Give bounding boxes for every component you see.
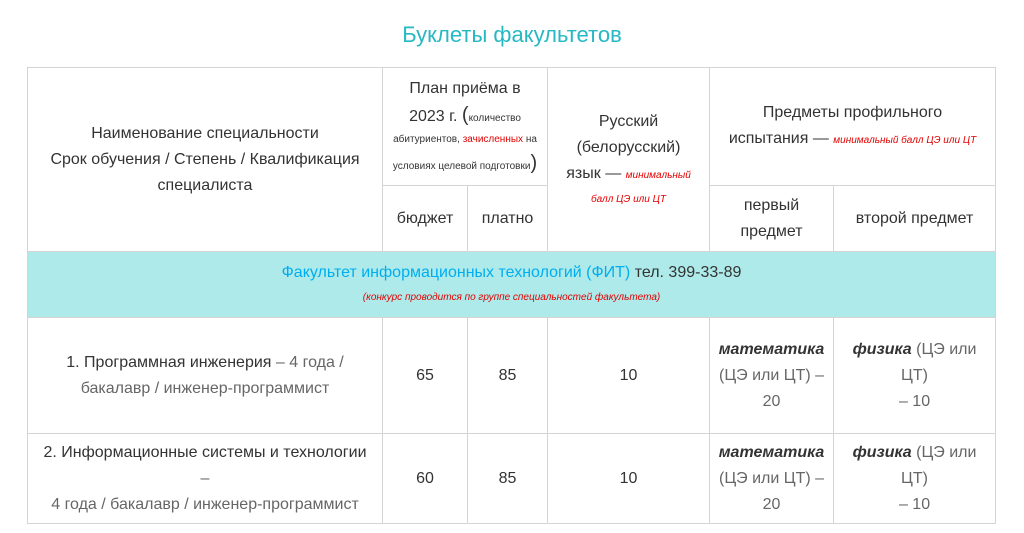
paid-cell: 85 bbox=[468, 318, 548, 434]
second-subject-detail-2: – 10 bbox=[898, 392, 931, 410]
plan-note-1: количество bbox=[468, 112, 521, 124]
russian-header-lang-line bbox=[554, 161, 703, 189]
specialty-name: 2. Информационные системы и технологии bbox=[43, 443, 367, 461]
budget-cell: 60 bbox=[383, 434, 468, 524]
second-subject-name: физика bbox=[852, 443, 912, 461]
plan-note-3: на bbox=[525, 133, 537, 145]
plan-note-line-2 bbox=[389, 130, 541, 150]
plan-year: 2023 г. bbox=[409, 107, 458, 125]
first-subject-cell bbox=[710, 434, 834, 524]
specialty-header-line3: специалиста bbox=[157, 176, 253, 194]
russian-header-title: Русский bbox=[598, 112, 659, 130]
specialty-line-1 bbox=[34, 440, 376, 466]
plan-note-red: зачисленных bbox=[462, 133, 524, 145]
first-subject-detail-1: (ЦЭ или ЦТ) – bbox=[718, 366, 825, 384]
plan-note-2: абитуриентов, bbox=[393, 133, 460, 145]
plan-header bbox=[383, 68, 548, 186]
plan-note-line-3 bbox=[389, 150, 541, 178]
russian-header-lang: язык — bbox=[566, 164, 622, 182]
plan-header-title: План приёма в bbox=[409, 79, 521, 97]
specialty-header bbox=[28, 68, 383, 252]
paid-header: платно bbox=[468, 186, 548, 252]
specialty-cell bbox=[28, 318, 383, 434]
russian-note-2: балл ЦЭ или ЦТ bbox=[590, 193, 667, 205]
first-subject-name: математика bbox=[718, 340, 825, 358]
russian-header-sub: (белорусский) bbox=[576, 138, 681, 156]
specialty-cell bbox=[28, 434, 383, 524]
specialty-line-2: бакалавр / инженер-программист bbox=[80, 379, 330, 397]
subjects-header-line2 bbox=[716, 126, 989, 154]
specialty-header-line1: Наименование специальности bbox=[91, 124, 319, 142]
subjects-header-title: Предметы профильного bbox=[762, 103, 943, 121]
page-title: Буклеты факультетов bbox=[402, 22, 622, 47]
subjects-header-title2: испытания — bbox=[728, 129, 829, 147]
specialty-line-1 bbox=[34, 350, 376, 376]
faculty-cell bbox=[28, 252, 996, 318]
plan-note-4: условиях целевой подготовки bbox=[392, 160, 531, 172]
first-subject-name: математика bbox=[718, 443, 825, 461]
second-subject-detail-2: – 10 bbox=[898, 495, 931, 513]
first-subject-detail-2: 20 bbox=[762, 392, 781, 410]
russian-cell: 10 bbox=[548, 318, 710, 434]
second-subject-header: второй предмет bbox=[834, 186, 996, 252]
specialty-line-2: 4 года / бакалавр / инженер-программист bbox=[51, 495, 359, 513]
faculty-phone: тел. 399-33-89 bbox=[634, 263, 742, 281]
second-subject-detail-1: (ЦЭ или ЦТ) bbox=[901, 340, 977, 384]
second-subject-detail-1: (ЦЭ или ЦТ) bbox=[901, 443, 977, 487]
faculty-note: (конкурс проводится по группе специальностей факультета) bbox=[362, 291, 661, 303]
russian-cell: 10 bbox=[548, 434, 710, 524]
table-row bbox=[28, 434, 996, 524]
first-subject-detail-2: 20 bbox=[762, 495, 781, 513]
russian-note-1: минимальный bbox=[625, 169, 691, 181]
faculty-name[interactable]: Факультет информационных технологий (ФИТ) bbox=[281, 263, 631, 281]
second-subject-cell bbox=[834, 434, 996, 524]
budget-header: бюджет bbox=[383, 186, 468, 252]
specialty-header-line2: Срок обучения / Степень / Квалификация bbox=[50, 150, 360, 168]
subjects-note: минимальный балл ЦЭ или ЦТ bbox=[833, 134, 977, 146]
subjects-header bbox=[710, 68, 996, 186]
russian-header bbox=[548, 68, 710, 252]
first-subject-header-2: предмет bbox=[740, 222, 803, 240]
paid-cell: 85 bbox=[468, 434, 548, 524]
first-subject-cell bbox=[710, 318, 834, 434]
faculty-line bbox=[34, 260, 989, 286]
budget-cell: 65 bbox=[383, 318, 468, 434]
specialty-name: 1. Программная инженерия bbox=[66, 353, 272, 371]
second-subject-line-1 bbox=[840, 337, 989, 389]
second-subject-cell bbox=[834, 318, 996, 434]
faculty-row bbox=[28, 252, 996, 318]
plan-paren-open: ( bbox=[461, 103, 469, 126]
plan-header-year-line bbox=[389, 102, 541, 130]
first-subject-header-1: первый bbox=[743, 196, 800, 214]
second-subject-name: физика bbox=[852, 340, 912, 358]
specialty-years: – bbox=[200, 469, 210, 487]
specialty-years: – 4 года / bbox=[275, 353, 344, 371]
plan-paren-close: ) bbox=[530, 151, 538, 174]
first-subject-detail-1: (ЦЭ или ЦТ) – bbox=[718, 469, 825, 487]
first-subject-header bbox=[710, 186, 834, 252]
admission-table bbox=[27, 67, 996, 524]
table-row bbox=[28, 318, 996, 434]
second-subject-line-1 bbox=[840, 440, 989, 492]
header-row-1 bbox=[28, 68, 996, 186]
